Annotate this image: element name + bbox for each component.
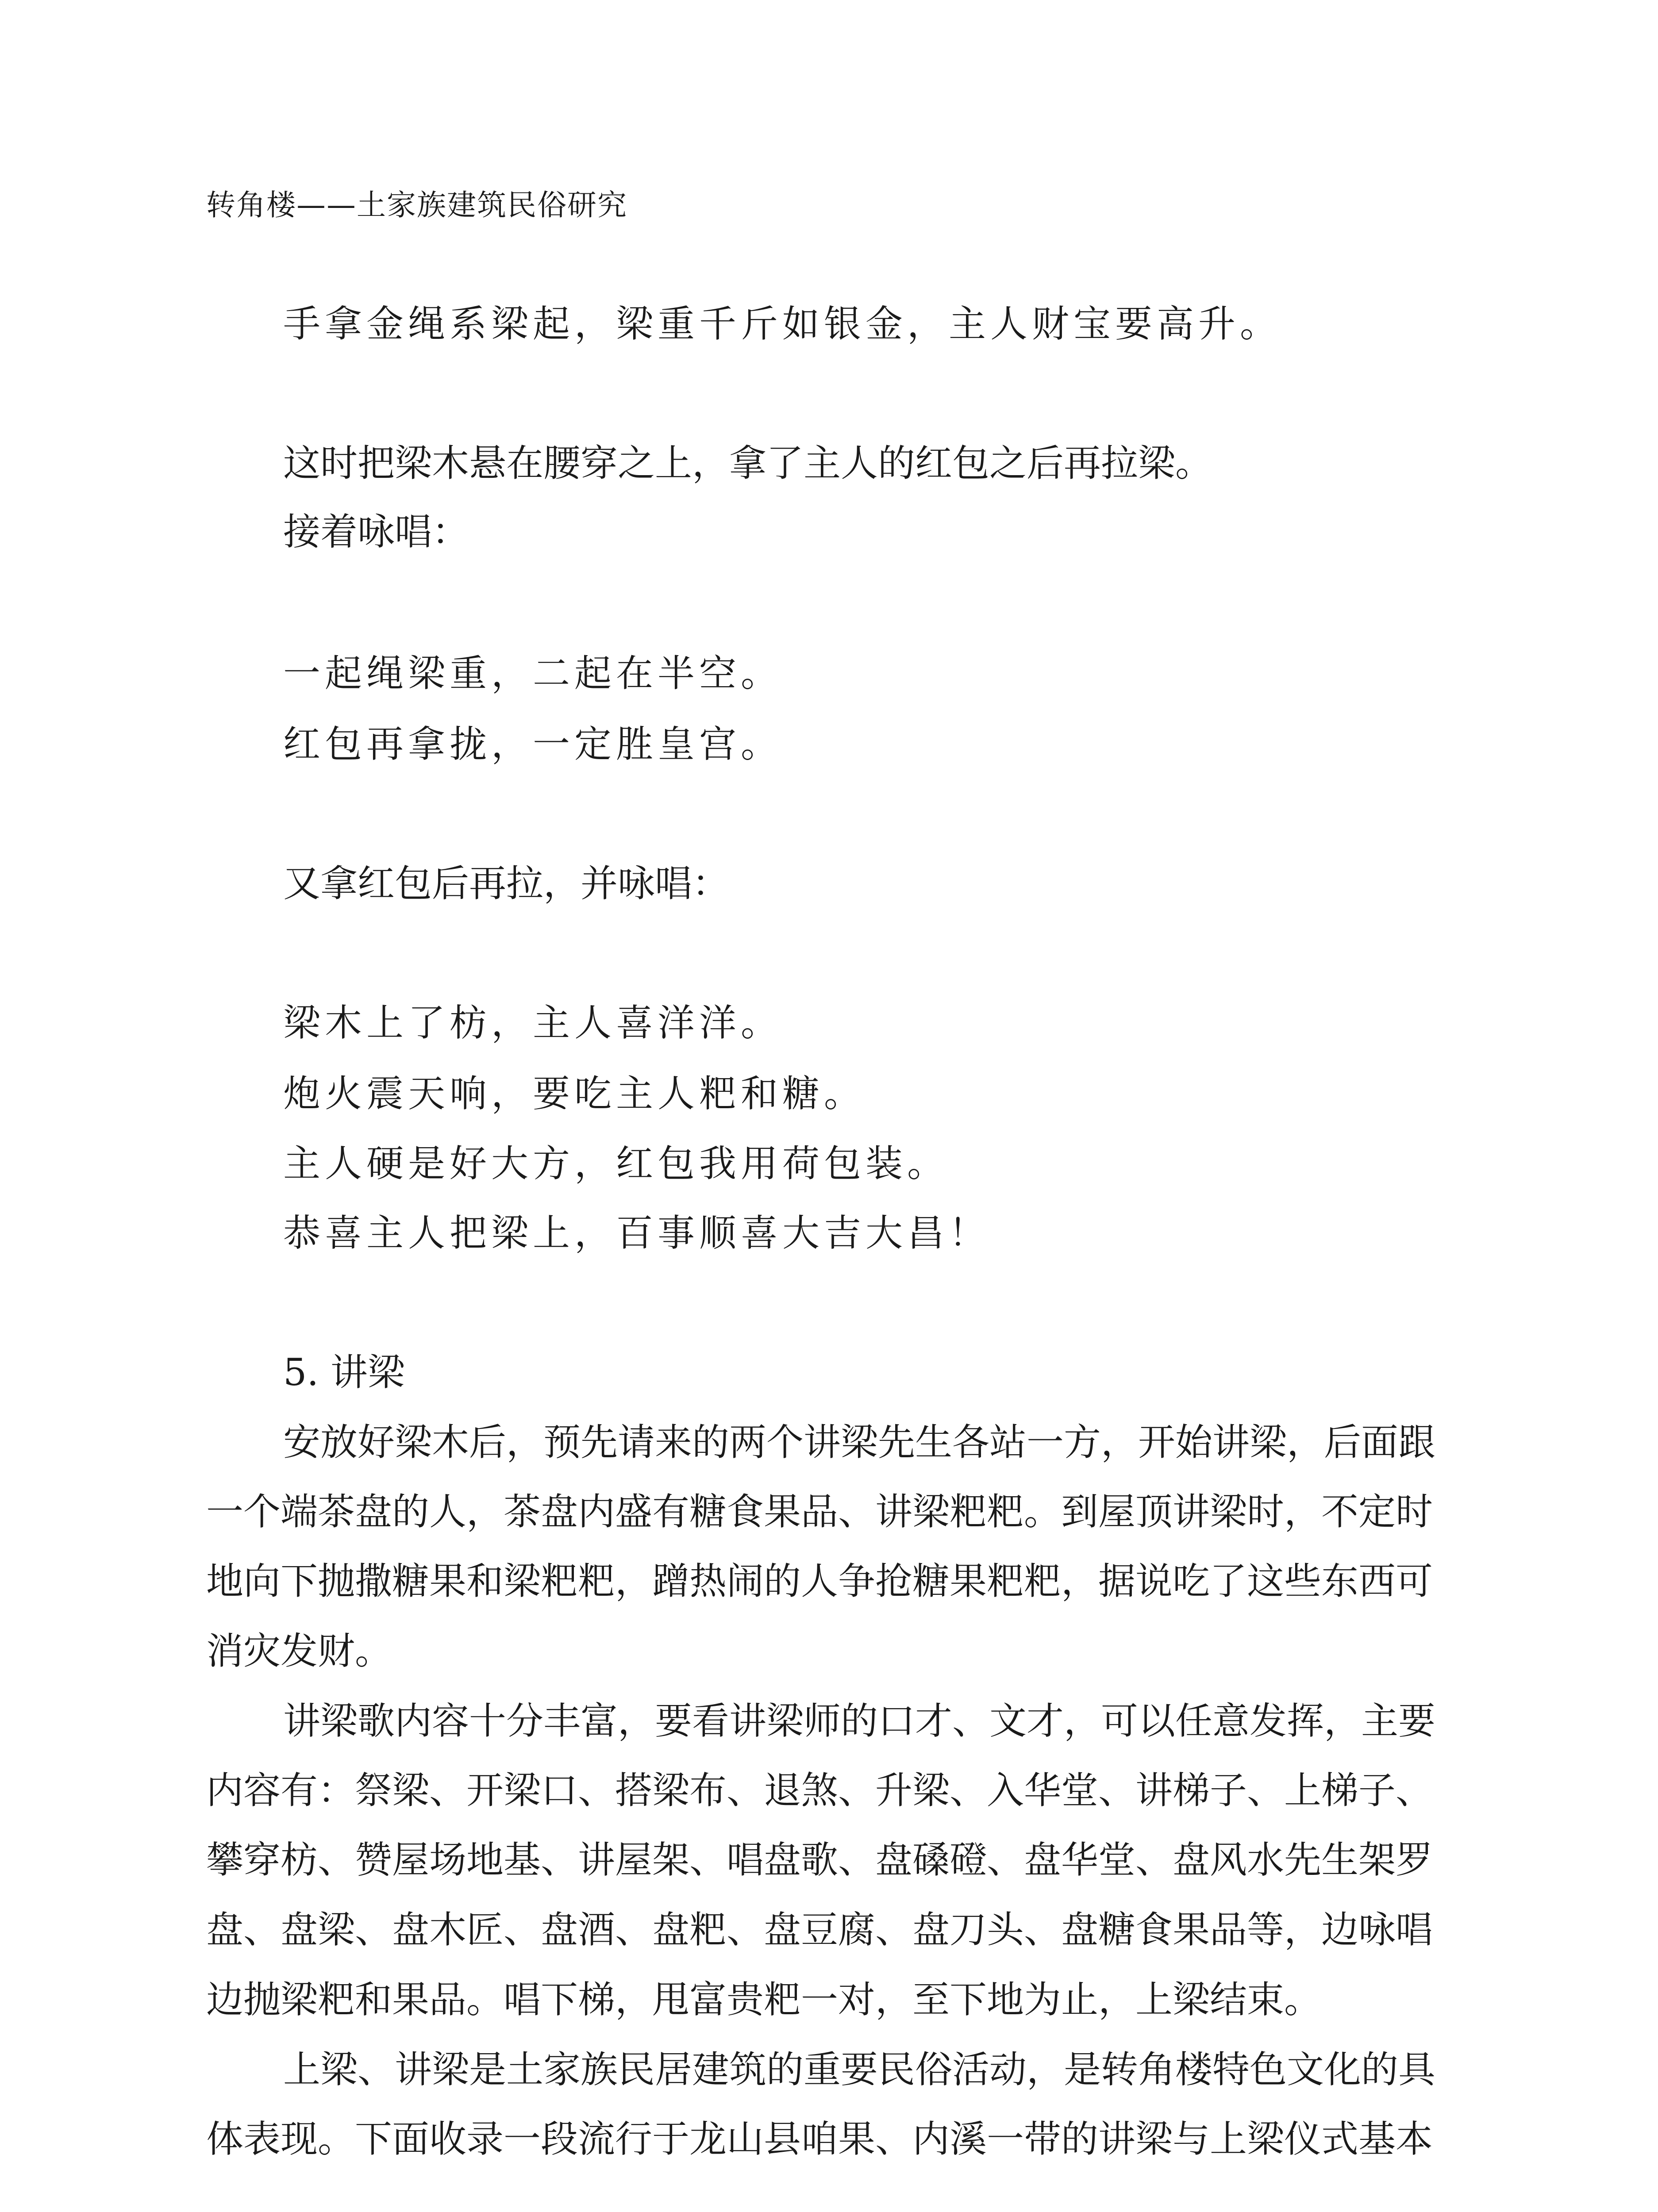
verse-line: 梁木上了枋，主人喜洋洋。 <box>283 1001 783 1045</box>
paragraph-line: 攀穿枋、赞屋场地基、讲屋架、唱盘歌、盘磉磴、盘华堂、盘风水先生架罗 <box>206 1838 1433 1882</box>
verse-line: 手拿金绳系梁起，梁重千斤如银金，主人财宝要高升。 <box>283 302 1282 346</box>
prose-line: 这时把梁木悬在腰穿之上，拿了主人的红包之后再拉梁。 <box>283 442 1213 485</box>
verse-line: 红包再拿拢，一定胜皇宫。 <box>283 722 783 766</box>
paragraph-line: 安放好梁木后，预先请来的两个讲梁先生各站一方，开始讲梁，后面跟 <box>283 1421 1436 1464</box>
verse-line: 主人硬是好大方，红包我用荷包装。 <box>283 1142 949 1185</box>
verse-line: 一起绳梁重，二起在半空。 <box>283 652 783 695</box>
paragraph-line: 体表现。下面收录一段流行于龙山县咱果、内溪一带的讲梁与上梁仪式基本 <box>206 2117 1433 2161</box>
paragraph-line: 消灾发财。 <box>206 1629 392 1673</box>
verse-line: 炮火震天响，要吃主人粑和糖。 <box>283 1072 866 1115</box>
running-title: 转角楼——土家族建筑民俗研究 <box>206 188 627 222</box>
prose-line: 又拿红包后再拉，并咏唱： <box>283 862 730 905</box>
paragraph-line: 内容有：祭梁、开梁口、搭梁布、退煞、升梁、入华堂、讲梯子、上梯子、 <box>206 1769 1433 1812</box>
paragraph-line: 上梁、讲梁是土家族民居建筑的重要民俗活动，是转角楼特色文化的具 <box>283 2048 1436 2091</box>
verse-line: 恭喜主人把梁上，百事顺喜大吉大昌！ <box>283 1211 991 1255</box>
paragraph-line: 边抛梁粑和果品。唱下梯，甩富贵粑一对，至下地为止，上梁结束。 <box>206 1978 1322 2021</box>
paragraph-line: 讲梁歌内容十分丰富，要看讲梁师的口才、文才，可以任意发挥，主要 <box>283 1699 1436 1743</box>
paragraph-line: 一个端茶盘的人，茶盘内盛有糖食果品、讲梁粑粑。到屋顶讲梁时，不定时 <box>206 1490 1433 1533</box>
paragraph-line: 地向下抛撒糖果和梁粑粑，蹭热闹的人争抢糖果粑粑，据说吃了这些东西可 <box>206 1559 1433 1603</box>
paragraph-line: 盘、盘梁、盘木匠、盘酒、盘粑、盘豆腐、盘刀头、盘糖食果品等，边咏唱 <box>206 1908 1433 1951</box>
section-heading: 5. 讲梁 <box>283 1351 405 1394</box>
prose-line: 接着咏唱： <box>283 510 469 553</box>
